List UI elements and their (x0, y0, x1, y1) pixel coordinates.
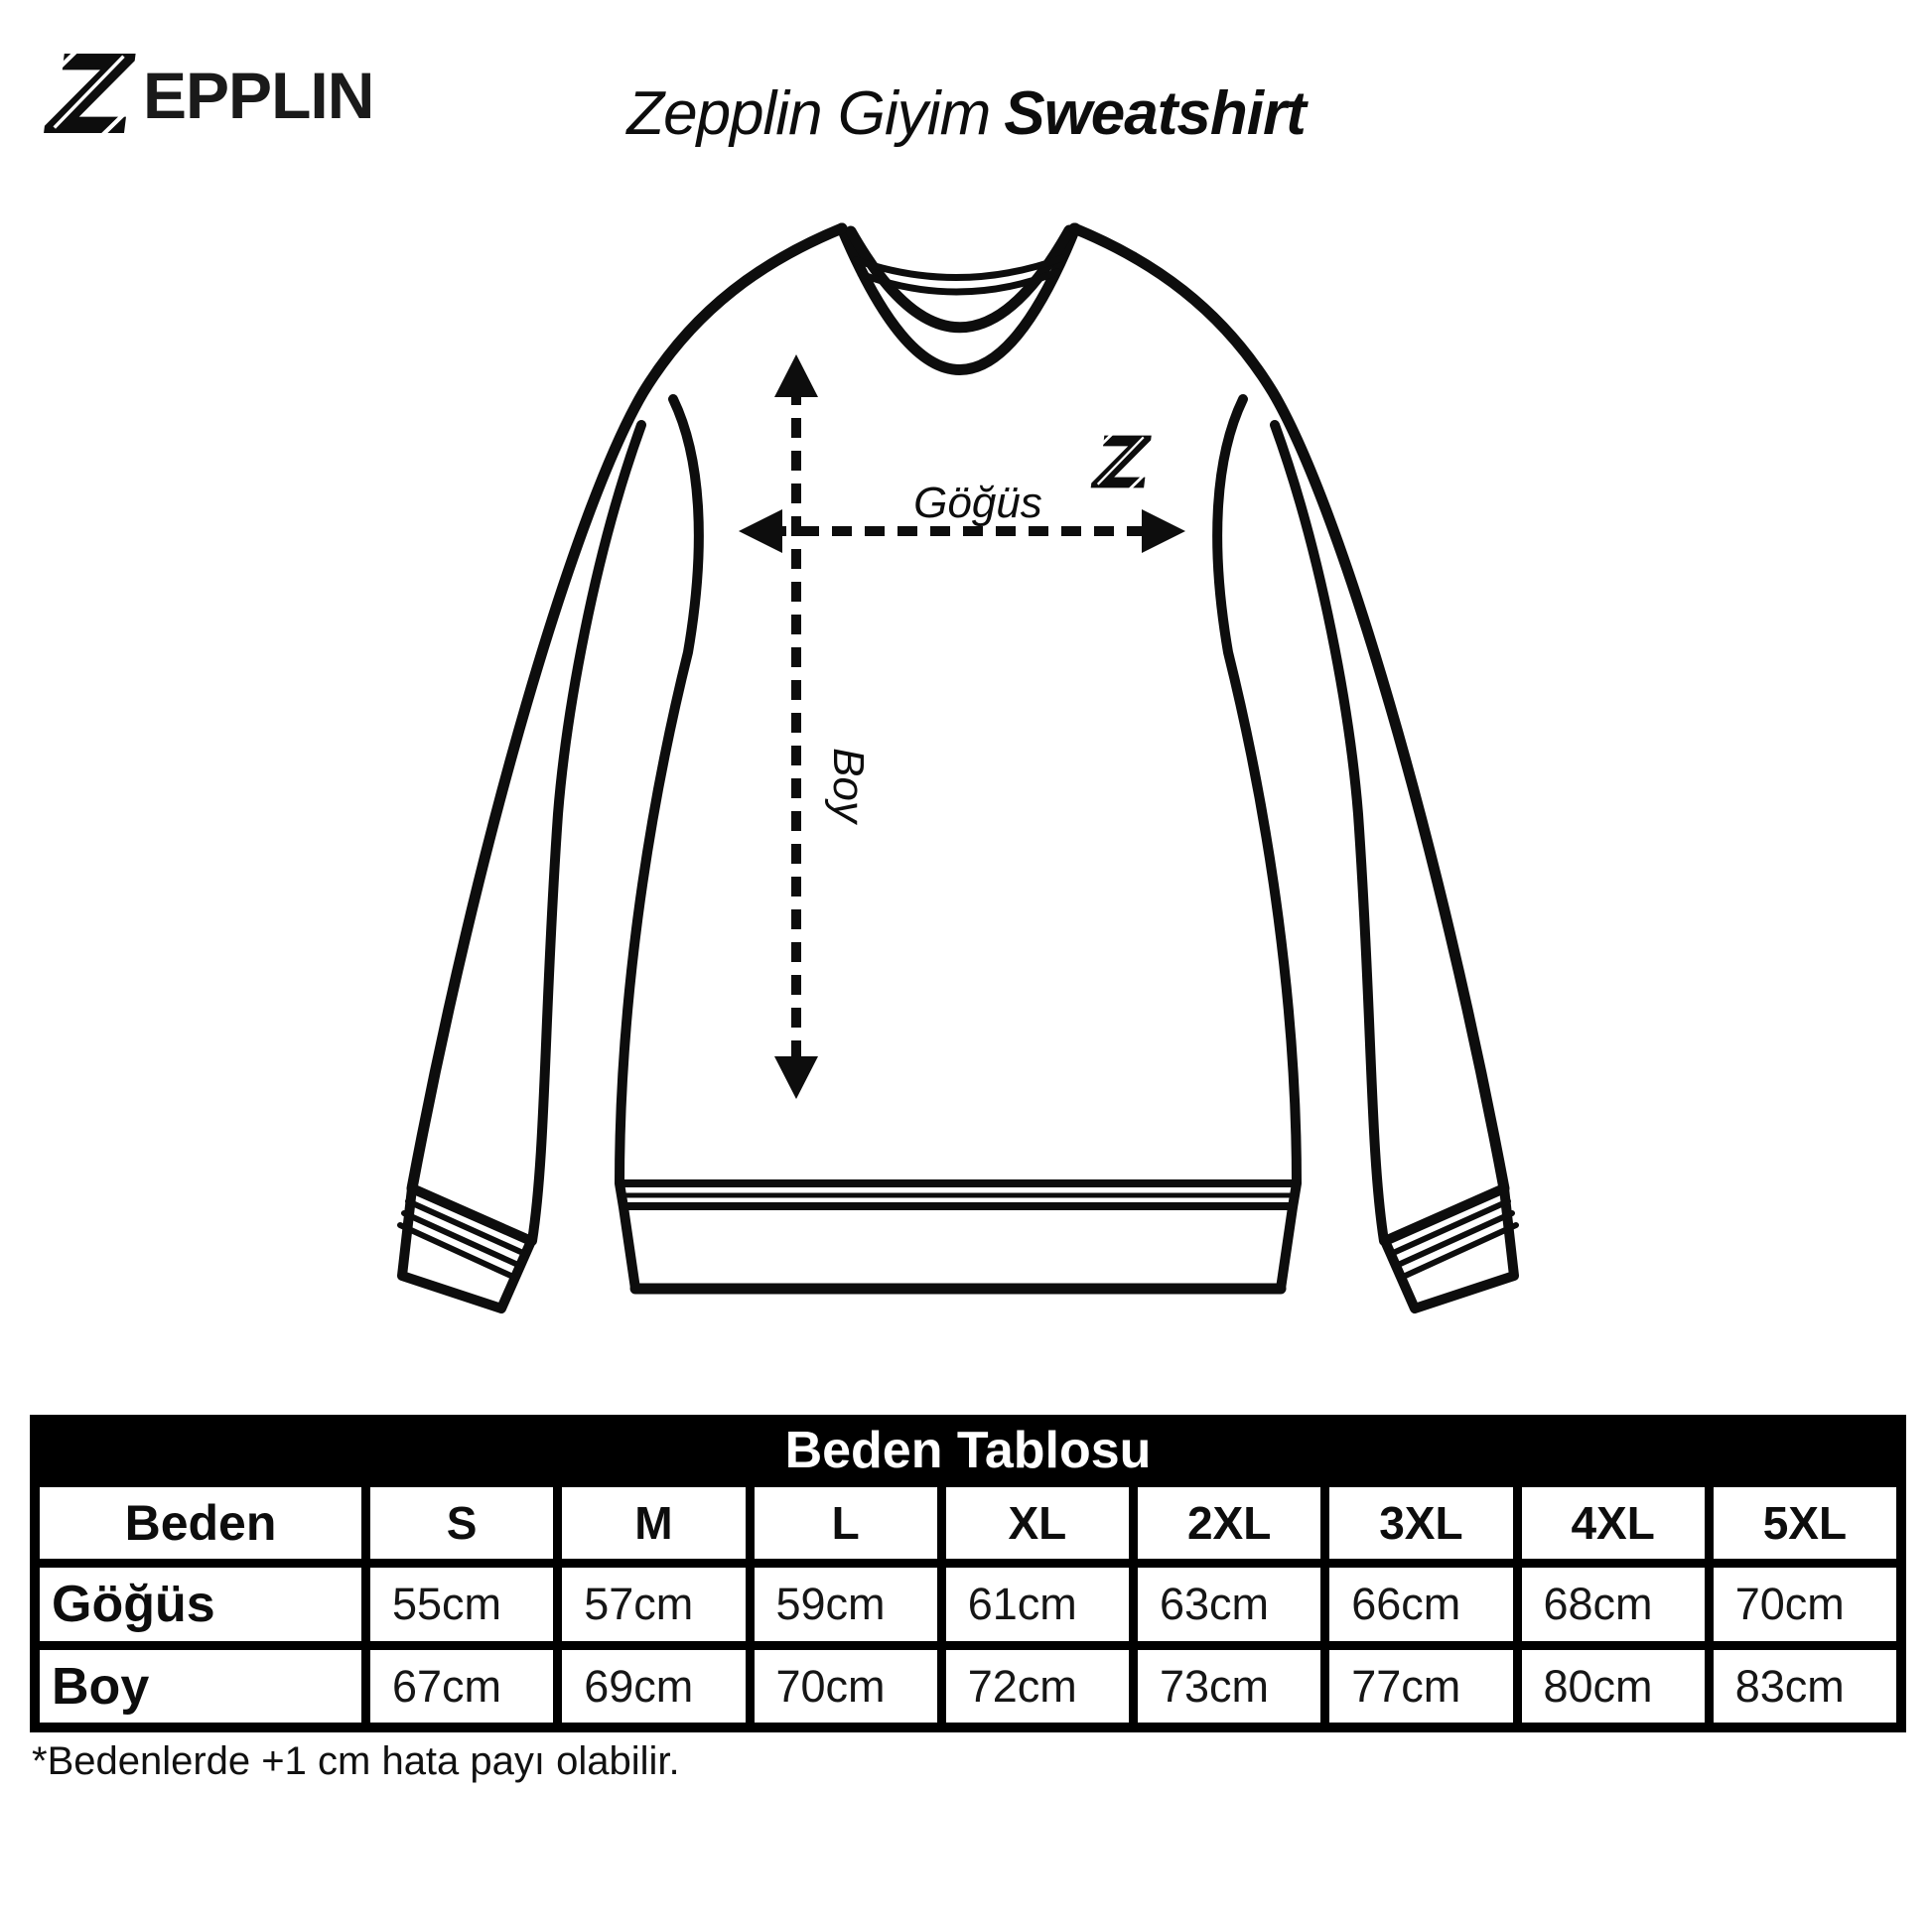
measure-value-cell: 57cm (562, 1568, 745, 1641)
page-title-product: Sweatshirt (1004, 79, 1306, 148)
collar-ribbing-line (856, 258, 1062, 278)
measure-row-label: Göğüs (40, 1568, 361, 1641)
measure-value-cell: 63cm (1138, 1568, 1320, 1641)
size-column-header: 2XL (1138, 1487, 1320, 1559)
size-column-header: 5XL (1714, 1487, 1896, 1559)
size-column-header: L (755, 1487, 937, 1559)
measure-row-label: Boy (40, 1650, 361, 1723)
page-title-brand: Zepplin Giyim (626, 79, 991, 148)
size-table-title: Beden Tablosu (784, 1421, 1152, 1479)
measure-value-cell: 59cm (755, 1568, 937, 1641)
size-column-header: M (562, 1487, 745, 1559)
measure-value-cell: 70cm (1714, 1568, 1896, 1641)
measure-value-cell: 69cm (562, 1650, 745, 1723)
measure-value-cell: 77cm (1329, 1650, 1512, 1723)
length-measure-label: Boy (824, 748, 873, 823)
measure-value-cell: 70cm (755, 1650, 937, 1723)
measure-value-cell: 55cm (370, 1568, 553, 1641)
table-corner-header: Beden (40, 1487, 361, 1559)
measure-value-cell: 68cm (1522, 1568, 1705, 1641)
size-column-header: XL (946, 1487, 1129, 1559)
sweatshirt-silhouette (402, 228, 1514, 1309)
size-table-grid (30, 1485, 1906, 1732)
brand-logo-text: EPPLIN (143, 59, 374, 132)
measure-value-cell: 73cm (1138, 1650, 1320, 1723)
size-column-header: S (370, 1487, 553, 1559)
measure-value-cell: 83cm (1714, 1650, 1896, 1723)
measure-value-cell: 66cm (1329, 1568, 1512, 1641)
size-tolerance-footnote: *Bedenlerde +1 cm hata payı olabilir. (32, 1739, 680, 1783)
size-table (30, 1415, 1906, 1732)
measure-value-cell: 80cm (1522, 1650, 1705, 1723)
size-column-header: 3XL (1329, 1487, 1512, 1559)
chest-measure-label: Göğüs (913, 479, 1042, 527)
size-column-header: 4XL (1522, 1487, 1705, 1559)
measure-value-cell: 67cm (370, 1650, 553, 1723)
measure-value-cell: 61cm (946, 1568, 1129, 1641)
measure-value-cell: 72cm (946, 1650, 1129, 1723)
